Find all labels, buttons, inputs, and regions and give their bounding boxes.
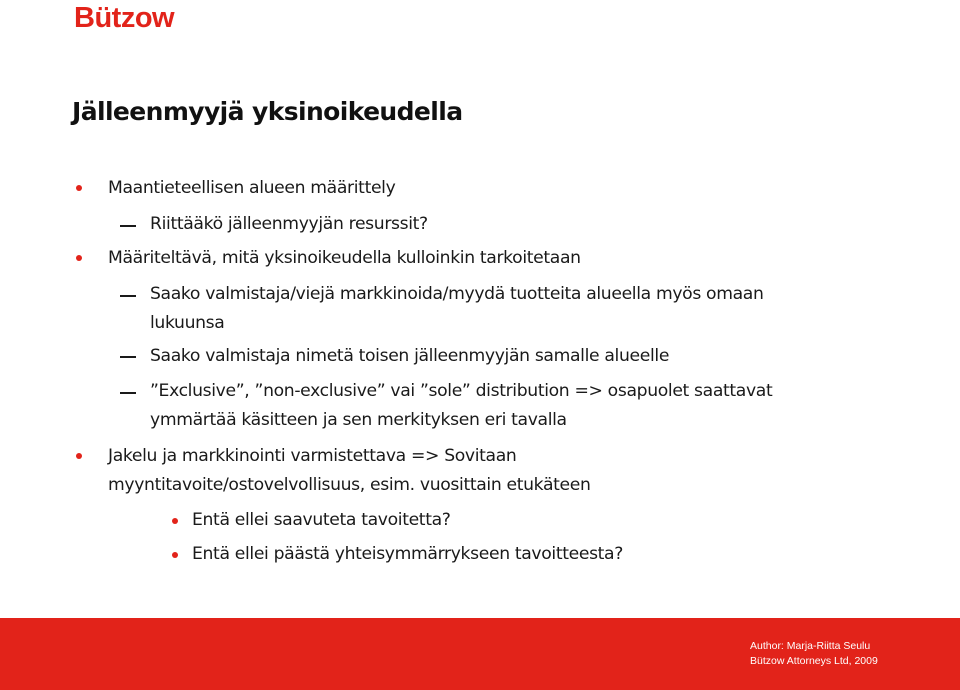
list-item-continuation: ymmärtää käsitteen ja sen merkityksen eri tavalla — [150, 410, 567, 430]
company-logo: Bützow — [74, 2, 175, 34]
slide-title: Jälleenmyyjä yksinoikeudella — [72, 97, 463, 126]
list-item: ”Exclusive”, ”non-exclusive” vai ”sole” distribution => osapuolet saattavat — [150, 381, 773, 401]
dash-marker — [120, 356, 136, 358]
dash-marker — [120, 225, 136, 227]
list-item: Jakelu ja markkinointi varmistettava => Sovitaan — [108, 446, 517, 466]
list-item: Maantieteellisen alueen määrittely — [108, 178, 396, 198]
footer-band — [0, 618, 960, 690]
bullet-marker — [76, 255, 82, 261]
list-item: Entä ellei saavuteta tavoitetta? — [192, 510, 451, 530]
bullet-marker — [172, 518, 178, 524]
bullet-marker — [76, 185, 82, 191]
list-item-continuation: myyntitavoite/ostovelvollisuus, esim. vuosittain etukäteen — [108, 475, 591, 495]
bullet-marker — [76, 453, 82, 459]
list-item: Riittääkö jälleenmyyjän resurssit? — [150, 214, 428, 234]
footer-author: Author: Marja-Riitta Seulu — [750, 640, 871, 652]
list-item: Entä ellei päästä yhteisymmärrykseen tavoitteesta? — [192, 544, 624, 564]
list-item: Saako valmistaja nimetä toisen jälleenmyyjän samalle alueelle — [150, 346, 670, 366]
dash-marker — [120, 392, 136, 394]
list-item: Määriteltävä, mitä yksinoikeudella kulloinkin tarkoitetaan — [108, 248, 581, 268]
list-item: Saako valmistaja/viejä markkinoida/myydä tuotteita alueella myös omaan — [150, 284, 764, 304]
dash-marker — [120, 295, 136, 297]
bullet-marker — [172, 552, 178, 558]
footer-company: Bützow Attorneys Ltd, 2009 — [750, 655, 878, 667]
list-item-continuation: lukuunsa — [150, 313, 225, 333]
